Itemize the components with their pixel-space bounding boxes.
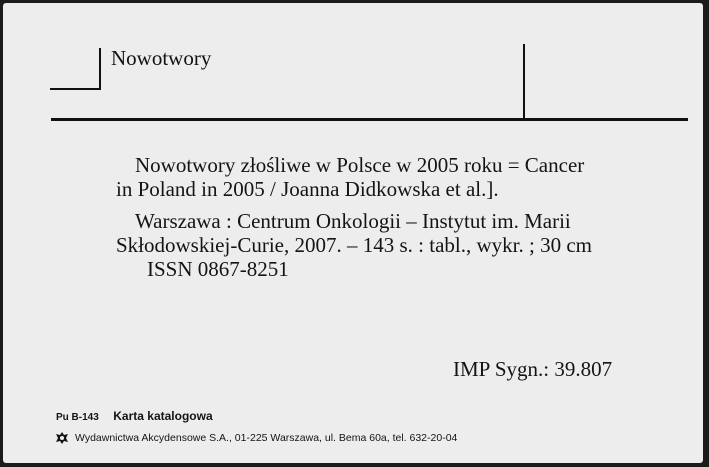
call-number: IMP Sygn.: 39.807 xyxy=(453,357,613,381)
entry-line-2: in Poland in 2005 / Joanna Didkowska et al.]. xyxy=(116,177,499,201)
form-label: Karta katalogowa xyxy=(113,409,213,423)
publisher-line xyxy=(55,431,457,445)
mermaid-logo-icon xyxy=(55,431,69,445)
header-rule xyxy=(51,118,688,121)
catalog-card xyxy=(3,3,703,463)
form-info xyxy=(56,407,213,425)
entry-line-3: Warszawa : Centrum Onkologii – Instytut im. Marii xyxy=(135,209,571,233)
card-heading: Nowotwory xyxy=(111,46,212,70)
right-vertical-line xyxy=(523,44,525,120)
publisher-text: Wydawnictwa Akcydensowe S.A., 01-225 Warszawa, ul. Bema 60a, tel. 632-20-04 xyxy=(75,432,458,444)
corner-vertical-line xyxy=(99,48,101,90)
corner-horizontal-line xyxy=(50,88,101,90)
form-code: Pu B-143 xyxy=(56,412,99,423)
entry-line-1: Nowotwory złośliwe w Polsce w 2005 roku = Cancer xyxy=(135,153,585,177)
entry-line-5: ISSN 0867-8251 xyxy=(147,257,289,281)
entry-line-4: Skłodowskiej-Curie, 2007. – 143 s. : tabl., wykr. ; 30 cm xyxy=(116,233,592,257)
